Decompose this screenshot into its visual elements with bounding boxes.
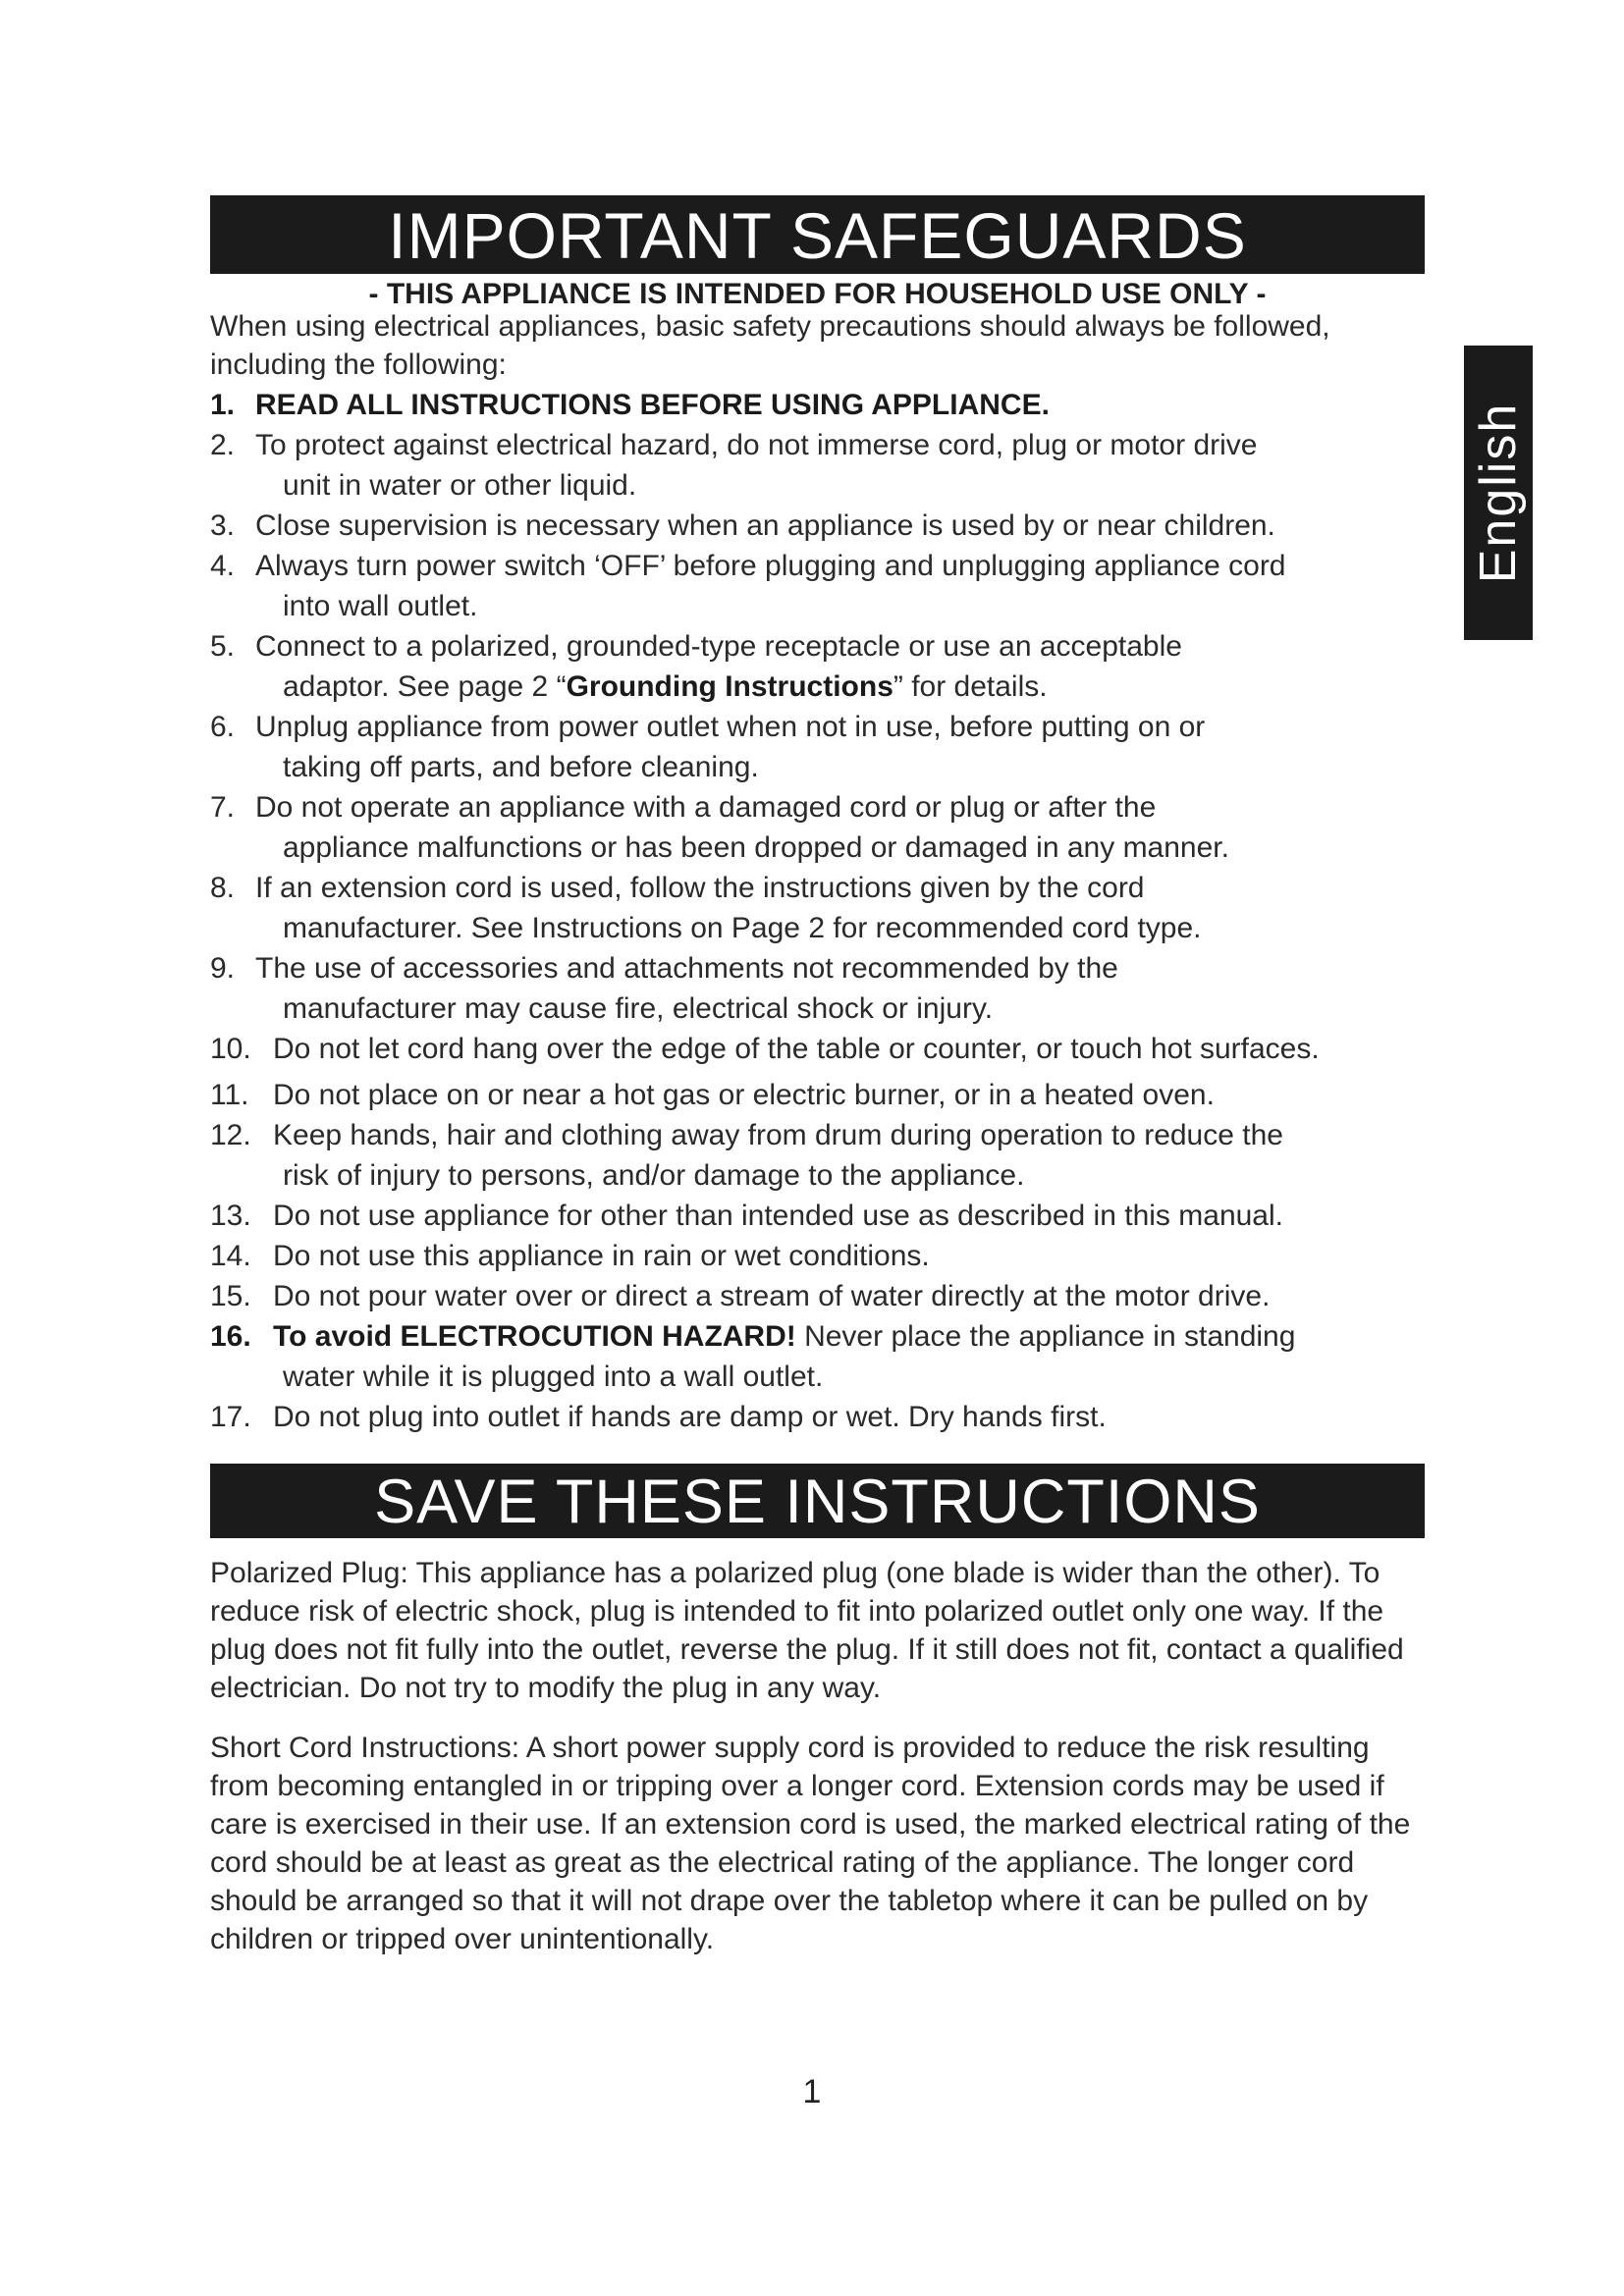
list-item [210,546,1457,626]
item-number: 15. [210,1280,251,1312]
item-text: Always turn power switch ‘OFF’ before plugging and unplugging appliance cord [255,550,1286,582]
page-number: 1 [802,2073,822,2110]
list-item [210,1276,1457,1316]
safeguards-list [210,385,1457,1437]
item-text: Do not place on or near a hot gas or electric burner, or in a heated oven. [273,1079,1215,1111]
item-number: 5. [210,630,236,663]
item-text: Do not operate an appliance with a damaged cord or plug or after the [255,791,1157,824]
item-text-continued: unit in water or other liquid. [283,469,637,502]
list-item [210,787,1457,868]
electrocution-hazard-warning: To avoid ELECTROCUTION HAZARD! [273,1320,796,1353]
item-text: To protect against electrical hazard, do not immerse cord, plug or motor drive [255,429,1258,461]
item-number: 12. [210,1119,251,1151]
item-number: 6. [210,711,236,743]
item-text-continued: taking off parts, and before cleaning. [283,751,759,783]
item-number: 9. [210,952,236,985]
save-instructions-banner: SAVE THESE INSTRUCTIONS [210,1464,1425,1538]
item-text: Do not pour water over or direct a stream of water directly at the motor drive. [273,1280,1271,1312]
item-text-pre: adaptor. See page 2 “ [283,670,567,703]
list-item [210,1115,1457,1196]
item-text: Connect to a polarized, grounded-type receptacle or use an acceptable [255,630,1182,663]
item-text-continued: manufacturer. See Instructions on Page 2 for recommended cord type. [283,912,1202,944]
list-item [210,948,1457,1029]
item-text: Do not use this appliance in rain or wet conditions. [273,1240,930,1272]
list-item [210,1075,1457,1115]
item-text-bold: READ ALL INSTRUCTIONS BEFORE USING APPLIANCE. [255,389,1050,421]
item-number: 7. [210,791,236,824]
item-text: Do not plug into outlet if hands are damp or wet. Dry hands first. [273,1401,1107,1433]
list-item [210,1397,1457,1437]
list-item [210,1196,1457,1236]
item-number: 14. [210,1240,251,1272]
item-number: 2. [210,429,236,461]
item-text-post: ” for details. [893,670,1048,703]
list-item [210,385,1457,425]
item-number: 3. [210,509,236,542]
item-text-continued [255,667,1457,707]
list-item [210,1316,1457,1397]
item-text: The use of accessories and attachments not recommended by the [255,952,1118,985]
item-text: Do not let cord hang over the edge of the table or counter, or touch hot surfaces. [273,1033,1320,1065]
item-number: 16. [210,1320,251,1353]
list-item [210,1029,1457,1069]
household-use-subtitle: - THIS APPLIANCE IS INTENDED FOR HOUSEHOLD USE ONLY - [368,278,1267,310]
grounding-instructions-ref: Grounding Instructions [566,670,893,703]
list-item [210,868,1457,948]
item-number: 4. [210,550,236,582]
intro-paragraph: When using electrical appliances, basic safety precautions should always be followed, including the following: [210,310,1330,381]
item-text: Close supervision is necessary when an appliance is used by or near children. [255,509,1275,542]
polarized-plug-paragraph: Polarized Plug: This appliance has a polarized plug (one blade is wider than the other). To reduce risk of electric shock, plug is intended to fit into polarized outlet only one way. If the plug does not fit fully into the outlet, reverse the plug. If it still does not fit, contact a qualified electrician. Do not try to modify the plug in any way. [210,1557,1404,1704]
item-number: 11. [210,1079,249,1111]
list-item [210,626,1457,707]
item-text: Keep hands, hair and clothing away from drum during operation to reduce the [273,1119,1283,1151]
list-item [210,425,1457,506]
language-tab [1464,346,1533,640]
short-cord-paragraph: Short Cord Instructions: A short power supply cord is provided to reduce the risk resulting from becoming entangled in or tripping over a longer cord. Extension cords may be used if care is exercised in their use. If an extension cord is used, the marked electrical rating of the cord should be at least as great as the electrical rating of the appliance. The longer cord should be arranged so that it will not drape over the tabletop where it can be pulled on by children or tripped over unintentionally. [210,1732,1411,1955]
page-title: IMPORTANT SAFEGUARDS [210,195,1425,274]
item-text: If an extension cord is used, follow the instructions given by the cord [255,872,1145,904]
item-number: 10. [210,1033,251,1065]
item-text-continued: into wall outlet. [283,590,478,622]
list-item [210,1236,1457,1276]
item-number: 8. [210,872,236,904]
list-item [210,707,1457,787]
item-number: 13. [210,1200,251,1232]
item-text-continued: risk of injury to persons, and/or damage to the appliance. [283,1159,1025,1192]
language-tab-label: English [1470,401,1527,584]
item-text-continued: appliance malfunctions or has been dropped or damaged in any manner. [283,831,1229,864]
item-text: Do not use appliance for other than intended use as described in this manual. [273,1200,1283,1232]
item-number: 17. [210,1401,251,1433]
item-text: Unplug appliance from power outlet when not in use, before putting on or [255,711,1206,743]
item-text-continued: water while it is plugged into a wall outlet. [283,1361,824,1393]
item-number: 1. [210,389,236,421]
list-item [210,506,1457,546]
item-text-continued: manufacturer may cause fire, electrical shock or injury. [283,992,994,1025]
item-text: Never place the appliance in standing [795,1320,1296,1353]
